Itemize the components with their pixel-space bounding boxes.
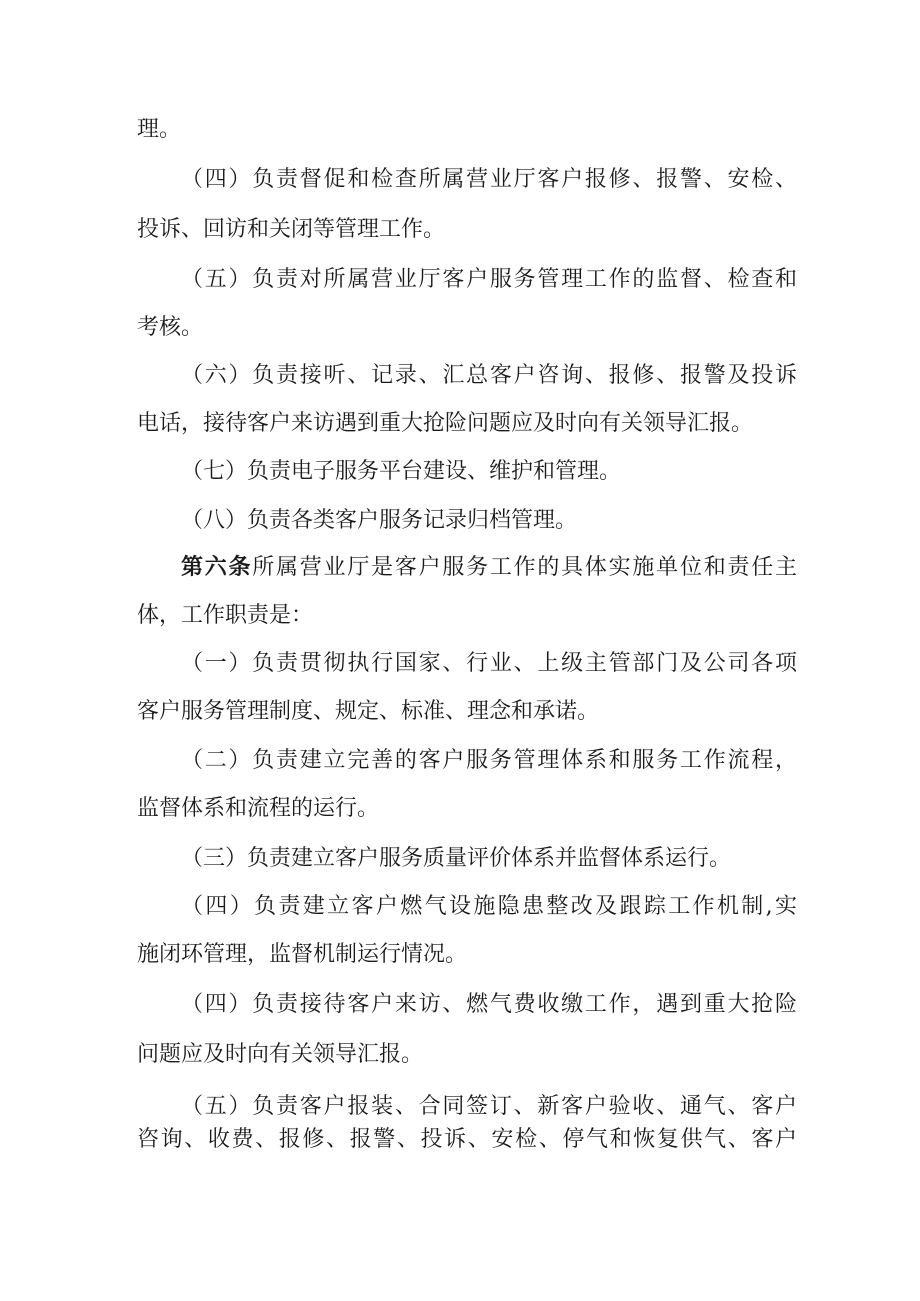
article-text: 所属营业厅是客户服务工作的具体实施单位和责任主	[252, 555, 797, 580]
text-line: 咨询、收费、报修、报警、投诉、安检、停气和恢复供气、客户	[137, 1127, 797, 1152]
article-heading-line	[181, 551, 797, 585]
text-line: （四）负责接待客户来访、燃气费收缴工作，遇到重大抢险	[181, 992, 797, 1017]
article-number: 第六条	[181, 555, 253, 580]
text-line: （四）负责督促和检查所属营业厅客户报修、报警、安检、	[181, 167, 797, 192]
text-line: 体，工作职责是：	[137, 603, 314, 628]
text-line: （五）负责客户报装、合同签订、新客户验收、通气、客户	[181, 1094, 797, 1119]
text-line: （七）负责电子服务平台建设、维护和管理。	[181, 459, 622, 484]
text-line: （三）负责建立客户服务质量评价体系并监督体系运行。	[181, 846, 732, 871]
text-line: （四）负责建立客户燃气设施隐患整改及跟踪工作机制,实	[181, 894, 797, 919]
text-line: 理。	[137, 117, 182, 142]
text-line: 客户服务管理制度、规定、标准、理念和承诺。	[137, 699, 600, 724]
text-line: 考核。	[137, 315, 204, 340]
text-line: 施闭环管理，监督机制运行情况。	[137, 942, 468, 967]
text-line: 投诉、回访和关闭等管理工作。	[137, 217, 446, 242]
text-line: 监督体系和流程的运行。	[137, 796, 380, 821]
text-line: （二）负责建立完善的客户服务管理体系和服务工作流程，	[181, 748, 797, 773]
text-line: （六）负责接听、记录、汇总客户咨询、报修、报警及投诉	[181, 363, 797, 388]
text-line: （一）负责贯彻执行国家、行业、上级主管部门及公司各项	[181, 651, 797, 676]
text-line: 电话，接待客户来访遇到重大抢险问题应及时向有关领导汇报。	[137, 411, 754, 436]
text-line: 问题应及时向有关领导汇报。	[137, 1042, 424, 1067]
text-line: （八）负责各类客户服务记录归档管理。	[181, 508, 578, 533]
text-line: （五）负责对所属营业厅客户服务管理工作的监督、检查和	[181, 267, 797, 292]
